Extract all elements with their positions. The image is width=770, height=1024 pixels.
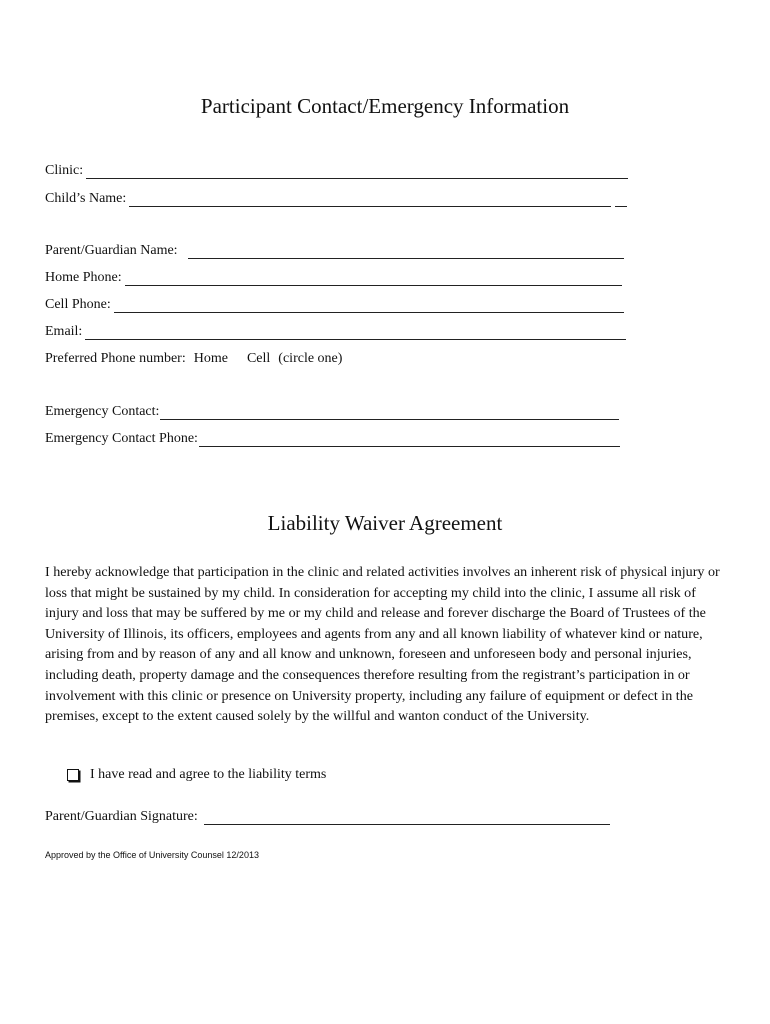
child-name-field[interactable] bbox=[129, 194, 611, 207]
waiver-section-title: Liability Waiver Agreement bbox=[267, 511, 503, 535]
home-phone-field[interactable] bbox=[125, 273, 622, 286]
preferred-cell-option[interactable]: Cell bbox=[246, 351, 271, 366]
emergency-contact-label: Emergency Contact: bbox=[45, 404, 160, 419]
emergency-contact-field[interactable] bbox=[160, 407, 619, 420]
emergency-phone-label: Emergency Contact Phone: bbox=[45, 431, 198, 446]
parent-name-row bbox=[45, 243, 624, 259]
cell-phone-row bbox=[45, 297, 624, 313]
cell-phone-field[interactable] bbox=[114, 300, 624, 313]
parent-name-field[interactable] bbox=[188, 246, 624, 259]
agree-checkbox[interactable] bbox=[67, 769, 79, 781]
approval-note: Approved by the Office of University Counsel 12/2013 bbox=[45, 850, 259, 860]
emergency-contact-row bbox=[45, 404, 619, 420]
parent-name-label: Parent/Guardian Name: bbox=[45, 243, 178, 258]
child-name-label: Child’s Name: bbox=[45, 191, 127, 206]
clinic-row bbox=[45, 163, 628, 179]
child-name-field-tail bbox=[615, 194, 627, 207]
agree-checkbox-row[interactable] bbox=[67, 767, 326, 783]
signature-row bbox=[45, 809, 610, 825]
signature-field[interactable] bbox=[204, 812, 610, 825]
email-row bbox=[45, 324, 626, 340]
home-phone-row bbox=[45, 270, 622, 286]
contact-section-title: Participant Contact/Emergency Information bbox=[200, 94, 570, 118]
preferred-phone-label: Preferred Phone number: bbox=[45, 351, 186, 366]
emergency-phone-field[interactable] bbox=[199, 434, 620, 447]
emergency-phone-row bbox=[45, 431, 620, 447]
child-name-row bbox=[45, 191, 627, 207]
home-phone-label: Home Phone: bbox=[45, 270, 122, 285]
cell-phone-label: Cell Phone: bbox=[45, 297, 111, 312]
email-label: Email: bbox=[45, 324, 83, 339]
clinic-label: Clinic: bbox=[45, 163, 84, 178]
signature-label: Parent/Guardian Signature: bbox=[45, 809, 198, 824]
circle-one-note: (circle one) bbox=[278, 351, 343, 366]
preferred-phone-row bbox=[45, 351, 342, 367]
preferred-home-option[interactable]: Home bbox=[193, 351, 228, 366]
agree-label: I have read and agree to the liability terms bbox=[90, 767, 327, 782]
waiver-body-text: I hereby acknowledge that participation in the clinic and related activities involves an inherent risk of physical injury or loss that might be sustained by my child. In consideration for accepting my child into the clinic, I assume all risk of injury and loss that may be suffered by me or my child and release and forever discharge the Board of Trustees of the University of Illinois, its officers, employees and agents from any and all known liability of whatever kind or nature, arising from and by reason of any and all know and unknown, foreseen and unforeseen body and personal injuries, including death, property damage and the consequences therefore resulting from the registrant’s participation in or involvement with this clinic or presence on University property, including any failure of equipment or defect in the premises, except to the extent caused solely by the willful and wanton conduct of the University. bbox=[45, 564, 720, 725]
email-field[interactable] bbox=[85, 327, 626, 340]
clinic-field[interactable] bbox=[86, 166, 628, 179]
